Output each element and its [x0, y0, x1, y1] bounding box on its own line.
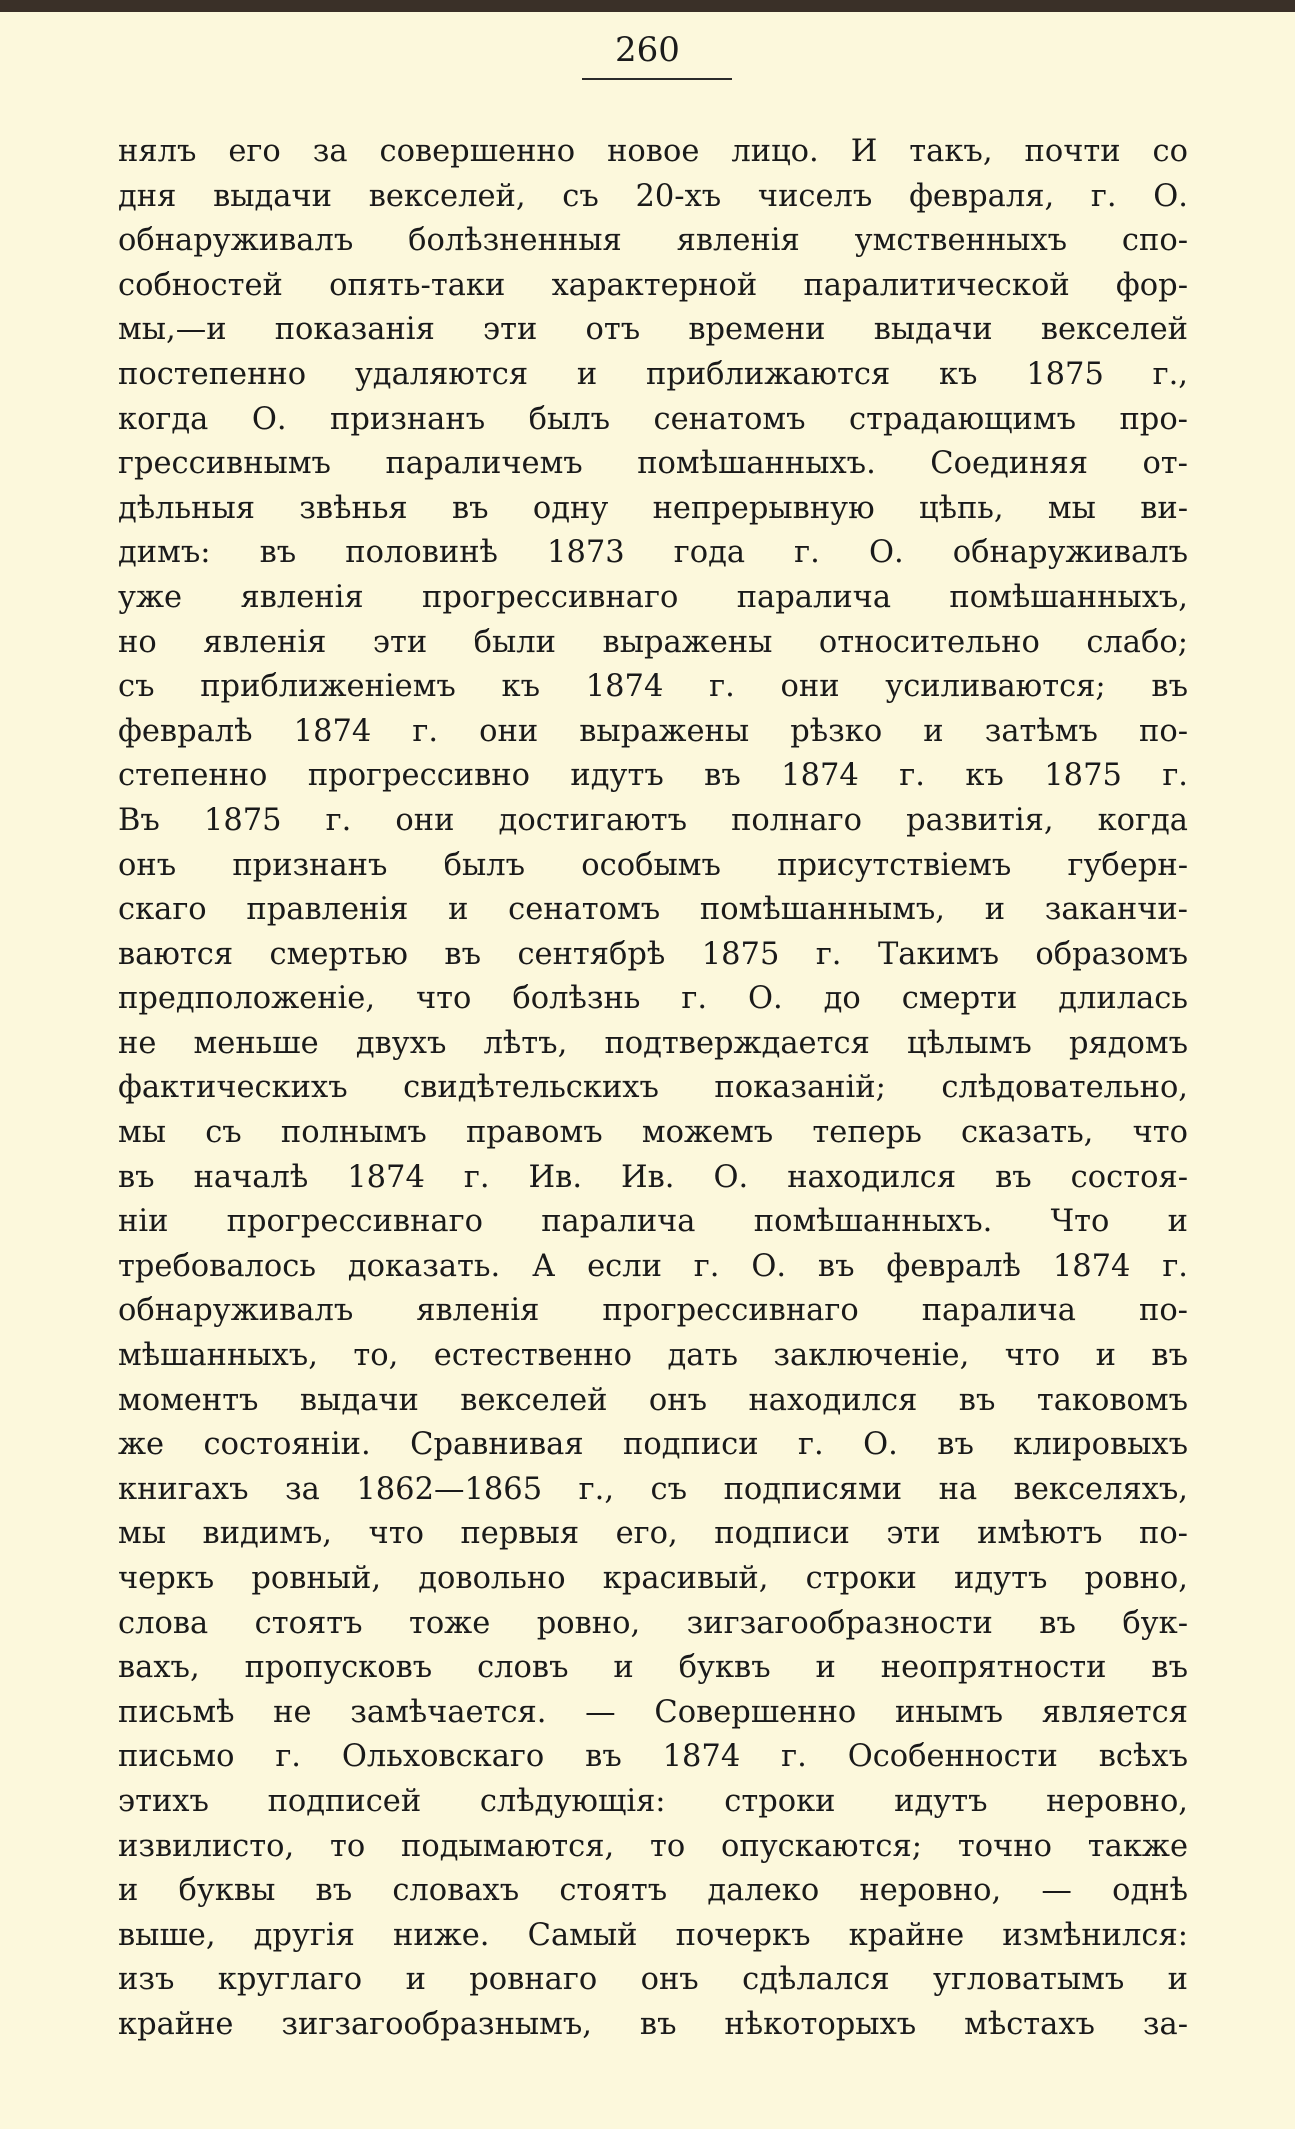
text-line: письмо г. Ольховскаго въ 1874 г. Особенности всѣхъ: [118, 1739, 1188, 1775]
text-line: слова стоятъ тоже ровно, зигзагообразности въ бук-: [118, 1605, 1188, 1641]
text-line: письмѣ не замѣчается. — Совершенно инымъ является: [118, 1694, 1188, 1730]
text-line: ваются смертью въ сентябрѣ 1875 г. Такимъ образомъ: [118, 936, 1188, 972]
text-line: крайне зигзагообразнымъ, въ нѣкоторыхъ мѣстахъ за-: [118, 2006, 1188, 2042]
text-line: собностей опять-таки характерной паралитической фор-: [118, 267, 1188, 303]
text-line: обнаруживалъ явленія прогрессивнаго паралича по-: [118, 1293, 1188, 1329]
text-line: мѣшанныхъ, то, естественно дать заключеніе, что и въ: [118, 1338, 1188, 1374]
text-line: постепенно удаляются и приближаются къ 1875 г.,: [118, 356, 1188, 392]
text-line: обнаруживалъ болѣзненныя явленія умственныхъ спо-: [118, 223, 1188, 259]
text-line: степенно прогрессивно идутъ въ 1874 г. къ 1875 г.: [118, 758, 1188, 794]
text-line: не меньше двухъ лѣтъ, подтверждается цѣлымъ рядомъ: [118, 1025, 1188, 1061]
text-line: мы видимъ, что первыя его, подписи эти имѣютъ по-: [118, 1516, 1188, 1552]
text-line: мы съ полнымъ правомъ можемъ теперь сказать, что: [118, 1115, 1188, 1151]
text-line: дня выдачи векселей, съ 20-хъ чиселъ февраля, г. О.: [118, 178, 1188, 214]
text-line: изъ круглаго и ровнаго онъ сдѣлался угловатымъ и: [118, 1962, 1188, 1998]
scan-top-edge: [0, 0, 1295, 12]
text-line: но явленія эти были выражены относительно слабо;: [118, 624, 1188, 660]
text-line: черкъ ровный, довольно красивый, строки идутъ ровно,: [118, 1561, 1188, 1596]
text-line: когда О. признанъ былъ сенатомъ страдающимъ про-: [118, 401, 1188, 437]
text-line: моментъ выдачи векселей онъ находился въ таковомъ: [118, 1382, 1188, 1418]
text-line: грессивнымъ параличемъ помѣшанныхъ. Соединяя от-: [118, 446, 1188, 482]
text-line: мы,—и показанія эти отъ времени выдачи векселей: [118, 312, 1188, 348]
header-rule: [582, 78, 732, 80]
text-line: же состояніи. Сравнивая подписи г. О. въ клировыхъ: [118, 1427, 1188, 1463]
text-line: книгахъ за 1862—1865 г., съ подписями на векселяхъ,: [118, 1471, 1188, 1507]
text-line: и буквы въ словахъ стоятъ далеко неровно, — однѣ: [118, 1873, 1188, 1909]
text-line: нялъ его за совершенно новое лицо. И такъ, почти со: [118, 134, 1188, 169]
text-line: ніи прогрессивнаго паралича помѣшанныхъ. Что и: [118, 1204, 1188, 1240]
text-line: уже явленія прогрессивнаго паралича помѣшанныхъ,: [118, 579, 1188, 615]
text-line: скаго правленія и сенатомъ помѣшаннымъ, и заканчи-: [118, 892, 1188, 928]
text-line: Въ 1875 г. они достигаютъ полнаго развитія, когда: [118, 802, 1188, 838]
text-line: требовалось доказать. А если г. О. въ февралѣ 1874 г.: [118, 1248, 1188, 1284]
text-line: онъ признанъ былъ особымъ присутствіемъ губерн-: [118, 847, 1188, 883]
text-line: димъ: въ половинѣ 1873 года г. О. обнаруживалъ: [118, 535, 1188, 571]
book-page: [0, 12, 1295, 2129]
text-line: въ началѣ 1874 г. Ив. Ив. О. находился въ состоя-: [118, 1159, 1188, 1195]
text-line: съ приближеніемъ къ 1874 г. они усиливаются; въ: [118, 669, 1188, 705]
body-text: [118, 130, 1188, 2048]
text-line: фактическихъ свидѣтельскихъ показаній; слѣдовательно,: [118, 1070, 1188, 1106]
page-number: 260: [615, 30, 680, 70]
text-line: вахъ, пропусковъ словъ и буквъ и неопрятности въ: [118, 1650, 1188, 1686]
text-line: выше, другія ниже. Самый почеркъ крайне измѣнился:: [118, 1917, 1188, 1953]
text-line: извилисто, то подымаются, то опускаются; точно также: [118, 1828, 1188, 1864]
text-line: предположеніе, что болѣзнь г. О. до смерти длилась: [118, 981, 1188, 1017]
text-line: февралѣ 1874 г. они выражены рѣзко и затѣмъ по-: [118, 713, 1188, 749]
text-line: дѣльныя звѣнья въ одну непрерывную цѣпь, мы ви-: [118, 490, 1188, 526]
text-line: этихъ подписей слѣдующія: строки идутъ неровно,: [118, 1783, 1188, 1819]
